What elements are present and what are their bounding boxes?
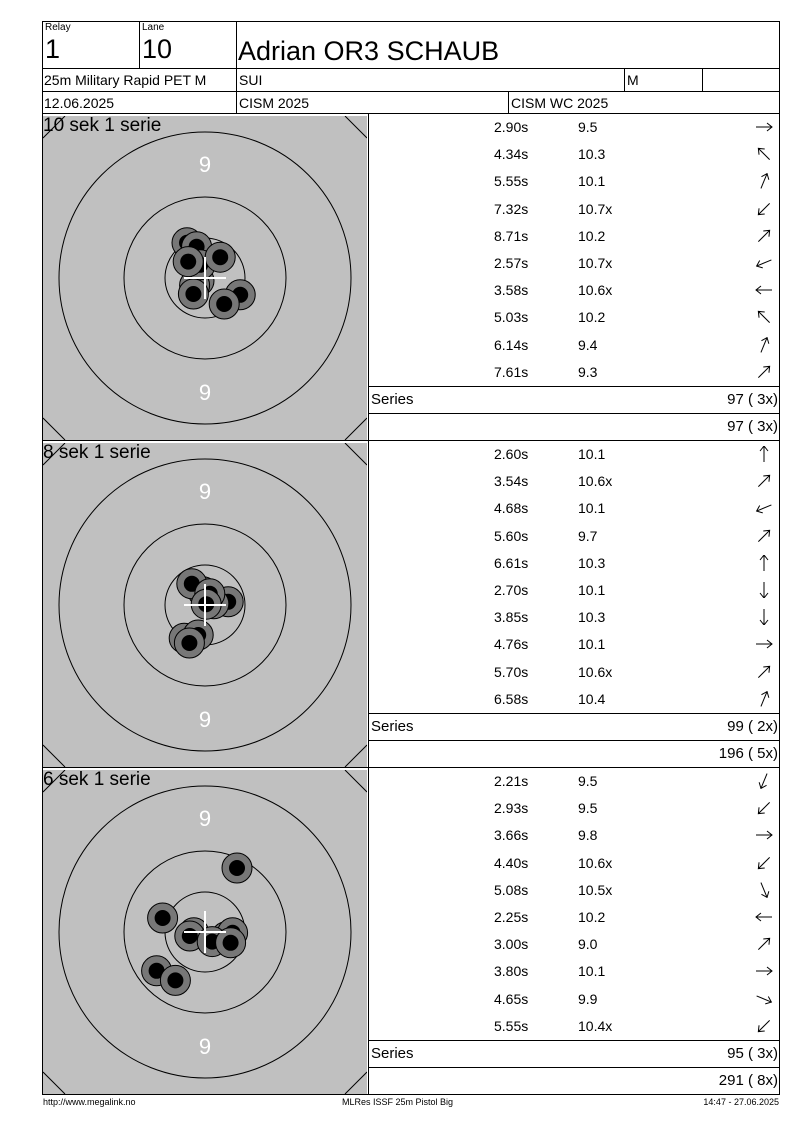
- ring-label-top: 9: [198, 806, 212, 831]
- competition: CISM 2025: [239, 95, 310, 111]
- ring-label-top: 9: [198, 152, 212, 177]
- shot-hole: [209, 289, 239, 319]
- shot-score: 9.5: [578, 773, 598, 789]
- shot-score: 10.4x: [578, 1017, 613, 1034]
- shot-hole: [205, 242, 235, 272]
- shot-time: 4.76s: [494, 636, 529, 653]
- shot-direction-arrow-icon: [752, 855, 776, 871]
- shot-time: 3.85s: [494, 609, 529, 626]
- shot-direction-arrow-icon: [752, 146, 776, 162]
- shot-score: 10.4: [578, 690, 606, 707]
- shot-time: 2.93s: [494, 800, 529, 817]
- shot-score: 10.2: [578, 309, 606, 326]
- series-total-line: [368, 386, 780, 387]
- shot-score: 10.1: [578, 446, 606, 462]
- target-face: [43, 770, 367, 1094]
- gender: M: [627, 72, 639, 88]
- relay-value: 1: [45, 34, 61, 64]
- shot-direction-arrow-icon: [752, 827, 776, 843]
- shot-direction-arrow-icon: [752, 909, 776, 925]
- ring-label-top: 9: [198, 479, 212, 504]
- running-total-line: [368, 413, 780, 414]
- shot-time: 4.34s: [494, 146, 529, 163]
- shot-direction-arrow-icon: [752, 691, 776, 707]
- shot-time: 8.71s: [494, 227, 529, 244]
- shot-direction-arrow-icon: [752, 636, 776, 652]
- shot-score: 10.6x: [578, 663, 613, 680]
- shot-time: 4.68s: [494, 500, 529, 517]
- shot-direction-arrow-icon: [752, 173, 776, 189]
- shot-score: 10.7x: [578, 255, 613, 271]
- running-total-line: [368, 740, 780, 741]
- shot-time: 4.40s: [494, 854, 529, 871]
- shot-time: 3.00s: [494, 936, 529, 953]
- shot-score: 10.2: [578, 909, 606, 925]
- series-total: 99 ( 2x): [727, 718, 778, 735]
- shot-time: 2.25s: [494, 909, 529, 925]
- shot-hole: [178, 279, 208, 309]
- shot-direction-arrow-icon: [752, 664, 776, 680]
- series-total: 95 ( 3x): [727, 1045, 778, 1062]
- series-block-divider: [368, 441, 369, 768]
- shot-time: 4.65s: [494, 990, 529, 1007]
- series-block-divider: [368, 114, 369, 441]
- series-block-divider: [368, 768, 369, 1095]
- shot-time: 5.55s: [494, 1017, 529, 1034]
- shot-time: 2.21s: [494, 773, 529, 789]
- shot-hole: [222, 853, 252, 883]
- shot-score: 10.7x: [578, 200, 613, 217]
- shot-direction-arrow-icon: [752, 119, 776, 135]
- series-title: 8 sek 1 serie: [43, 442, 151, 463]
- running-total: 196 ( 5x): [718, 745, 778, 762]
- series-block-bottom-line: [42, 1094, 780, 1095]
- series-label: Series: [371, 391, 414, 408]
- shot-time: 2.70s: [494, 582, 529, 598]
- shot-score: 10.1: [578, 636, 606, 653]
- shot-score: 10.3: [578, 609, 606, 626]
- running-total-line: [368, 1067, 780, 1068]
- shot-time: 6.14s: [494, 336, 529, 353]
- shot-direction-arrow-icon: [752, 582, 776, 598]
- series-block-bottom-line: [42, 440, 780, 441]
- footer-url[interactable]: http://www.megalink.no: [43, 1097, 136, 1107]
- shot-direction-arrow-icon: [752, 364, 776, 380]
- shot-score: 10.1: [578, 582, 606, 598]
- shot-time: 6.61s: [494, 554, 529, 571]
- shot-time: 5.60s: [494, 527, 529, 544]
- lane-value: 10: [142, 34, 173, 64]
- target-face: [43, 443, 367, 767]
- shot-direction-arrow-icon: [752, 500, 776, 516]
- series-label: Series: [371, 1045, 414, 1062]
- shot-direction-arrow-icon: [752, 800, 776, 816]
- athlete-name: Adrian OR3 SCHAUB: [238, 36, 500, 66]
- shot-score: 10.6x: [578, 473, 613, 490]
- shot-direction-arrow-icon: [752, 609, 776, 625]
- shot-direction-arrow-icon: [752, 555, 776, 571]
- shot-score: 10.5x: [578, 881, 613, 898]
- series-block-bottom-line: [42, 767, 780, 768]
- footer-software: MLRes ISSF 25m Pistol Big: [342, 1097, 454, 1107]
- shot-time: 6.58s: [494, 690, 529, 707]
- shot-time: 2.90s: [494, 119, 529, 135]
- lane-label: Lane: [142, 22, 165, 33]
- shot-time: 3.80s: [494, 963, 529, 980]
- shot-direction-arrow-icon: [752, 991, 776, 1007]
- match-date: 12.06.2025: [44, 95, 115, 111]
- footer-timestamp: 14:47 - 27.06.2025: [703, 1097, 779, 1107]
- running-total: 97 ( 3x): [727, 418, 778, 435]
- shot-direction-arrow-icon: [752, 201, 776, 217]
- shot-score: 9.3: [578, 363, 598, 380]
- shot-hole: [173, 247, 203, 277]
- series-total: 97 ( 3x): [727, 391, 778, 408]
- shot-score: 10.6x: [578, 282, 613, 299]
- shot-score: 9.7: [578, 527, 598, 544]
- shot-time: 3.58s: [494, 282, 529, 299]
- shot-direction-arrow-icon: [752, 528, 776, 544]
- shot-direction-arrow-icon: [752, 473, 776, 489]
- shot-time: 2.57s: [494, 255, 529, 271]
- shot-time: 3.66s: [494, 827, 529, 844]
- shot-score: 9.5: [578, 800, 598, 817]
- shot-direction-arrow-icon: [752, 446, 776, 462]
- series-total-line: [368, 1040, 780, 1041]
- shot-direction-arrow-icon: [752, 282, 776, 298]
- relay-label: Relay: [45, 22, 71, 33]
- shot-score: 9.9: [578, 990, 598, 1007]
- running-total: 291 ( 8x): [718, 1072, 778, 1089]
- shot-direction-arrow-icon: [752, 963, 776, 979]
- target-face: [43, 116, 367, 440]
- shot-time: 5.70s: [494, 663, 529, 680]
- shot-direction-arrow-icon: [752, 773, 776, 789]
- ring-label-bottom: 9: [198, 707, 212, 732]
- shot-score: 9.0: [578, 936, 598, 953]
- shot-direction-arrow-icon: [752, 309, 776, 325]
- series-title: 10 sek 1 serie: [43, 115, 162, 136]
- shot-hole: [174, 628, 204, 658]
- shot-direction-arrow-icon: [752, 337, 776, 353]
- shot-score: 9.8: [578, 827, 598, 844]
- shot-score: 10.2: [578, 227, 606, 244]
- shot-direction-arrow-icon: [752, 936, 776, 952]
- shot-score: 10.6x: [578, 854, 613, 871]
- series-label: Series: [371, 718, 414, 735]
- shot-time: 5.55s: [494, 173, 529, 190]
- shot-score: 9.4: [578, 336, 598, 353]
- shot-time: 5.08s: [494, 881, 529, 898]
- event-name: 25m Military Rapid PET M: [44, 72, 207, 88]
- ring-label-bottom: 9: [198, 1034, 212, 1059]
- shot-time: 2.60s: [494, 446, 529, 462]
- shot-time: 7.32s: [494, 200, 529, 217]
- shot-score: 10.3: [578, 554, 606, 571]
- series-title: 6 sek 1 serie: [43, 769, 151, 790]
- shot-score: 10.1: [578, 500, 606, 517]
- shot-direction-arrow-icon: [752, 255, 776, 271]
- shot-score: 10.1: [578, 173, 606, 190]
- shot-score: 10.1: [578, 963, 606, 980]
- competition-full: CISM WC 2025: [511, 95, 609, 111]
- series-total-line: [368, 713, 780, 714]
- shot-direction-arrow-icon: [752, 228, 776, 244]
- shot-time: 7.61s: [494, 363, 529, 380]
- country: SUI: [239, 72, 263, 88]
- shot-time: 3.54s: [494, 473, 529, 490]
- shot-direction-arrow-icon: [752, 1018, 776, 1034]
- shot-hole: [148, 903, 178, 933]
- shot-score: 9.5: [578, 119, 598, 135]
- ring-label-bottom: 9: [198, 380, 212, 405]
- shot-score: 10.3: [578, 146, 606, 163]
- shot-hole: [160, 965, 190, 995]
- shot-direction-arrow-icon: [752, 882, 776, 898]
- shot-time: 5.03s: [494, 309, 529, 326]
